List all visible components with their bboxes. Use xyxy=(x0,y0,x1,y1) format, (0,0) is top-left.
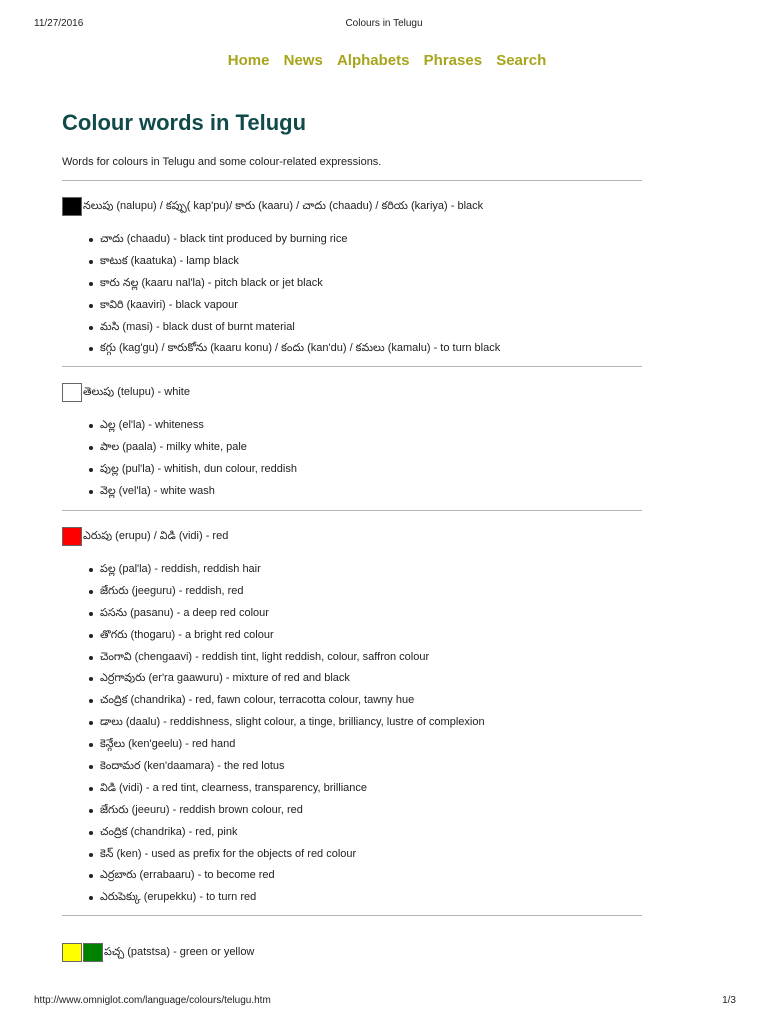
page-intro: Words for colours in Telugu and some colour-related expressions. xyxy=(62,156,382,168)
list-item: కెన్గేలు (ken'geelu) - red hand xyxy=(62,734,662,756)
list-item: కారు నల్ల (kaaru nal'la) - pitch black or jet black xyxy=(62,273,662,295)
color-swatch-black xyxy=(62,197,82,216)
list-item: కాటుక (kaatuka) - lamp black xyxy=(62,251,662,273)
list-item: ఎల్ల (el'la) - whiteness xyxy=(62,415,662,437)
list-item: కెన్ (ken) - used as prefix for the objects of red colour xyxy=(62,844,662,866)
divider xyxy=(62,510,642,511)
list-item: కగ్గు (kag'gu) / కారుకోను (kaaru konu) / కందు (kan'du) / కమలు (kamalu) - to turn black xyxy=(62,338,662,360)
section-black-list xyxy=(62,229,662,360)
print-header xyxy=(0,18,768,32)
list-item: చాదు (chaadu) - black tint produced by burning rice xyxy=(62,229,662,251)
list-item: ఎరుపెక్కు (erupekku) - to turn red xyxy=(62,887,662,909)
print-title: Colours in Telugu xyxy=(345,18,423,29)
list-item: చంద్రిక (chandrika) - red, pink xyxy=(62,822,662,844)
list-item: చెంగావి (chengaavi) - reddish tint, light reddish, colour, saffron colour xyxy=(62,647,662,669)
section-heading-text: ఎరుపు (erupu) / విడి (vidi) - red xyxy=(83,530,229,542)
section-white-heading xyxy=(62,382,190,403)
list-item: ఎర్రబారు (errabaaru) - to become red xyxy=(62,865,662,887)
section-green-yellow-heading xyxy=(62,942,254,963)
section-heading-text: తెలుపు (telupu) - white xyxy=(83,386,190,398)
list-item: వెల్ల (vel'la) - white wash xyxy=(62,481,662,503)
nav-news-link[interactable]: News xyxy=(283,52,323,69)
print-url: http://www.omniglot.com/language/colours/telugu.htm xyxy=(34,995,271,1006)
list-item: తొగరు (thogaru) - a bright red colour xyxy=(62,625,662,647)
nav-home-link[interactable]: Home xyxy=(227,52,270,69)
list-item: పసను (pasanu) - a deep red colour xyxy=(62,603,662,625)
list-item: ఎర్రగావురు (er'ra gaawuru) - mixture of red and black xyxy=(62,668,662,690)
list-item: పల్ల (pal'la) - reddish, reddish hair xyxy=(62,559,662,581)
list-item: మసి (masi) - black dust of burnt material xyxy=(62,317,662,339)
print-date: 11/27/2016 xyxy=(34,18,84,29)
list-item: విడి (vidi) - a red tint, clearness, transparency, brilliance xyxy=(62,778,662,800)
list-item: పాల (paala) - milky white, pale xyxy=(62,437,662,459)
list-item: చంద్రిక (chandrika) - red, fawn colour, terracotta colour, tawny hue xyxy=(62,690,662,712)
color-swatch-red xyxy=(62,527,82,546)
color-swatch-green xyxy=(83,943,103,962)
color-swatch-white xyxy=(62,383,82,402)
list-item: డాలు (daalu) - reddishness, slight colour, a tinge, brilliancy, lustre of complexion xyxy=(62,712,662,734)
section-red-heading xyxy=(62,526,228,547)
divider xyxy=(62,180,642,181)
page-title: Colour words in Telugu xyxy=(62,110,307,135)
section-heading-text: నలుపు (nalupu) / కప్పు( kap'pu)/ కారు (kaaru) / చాదు (chaadu) / కరియ (kariya) - black xyxy=(83,200,484,212)
color-swatch-yellow xyxy=(62,943,82,962)
list-item: కావిరి (kaaviri) - black vapour xyxy=(62,295,662,317)
section-heading-text: పచ్చ (patstsa) - green or yellow xyxy=(104,946,255,958)
divider xyxy=(62,366,642,367)
section-red-list xyxy=(62,559,662,909)
list-item: పుల్ల (pul'la) - whitish, dun colour, reddish xyxy=(62,459,662,481)
section-white-list xyxy=(62,415,662,503)
nav-phrases-link[interactable]: Phrases xyxy=(423,52,483,69)
page-number: 1/3 xyxy=(722,995,736,1006)
divider xyxy=(62,915,642,916)
section-black-heading xyxy=(62,196,483,217)
nav-search-link[interactable]: Search xyxy=(496,52,547,69)
list-item: జేగురు (jeeguru) - reddish, red xyxy=(62,581,662,603)
nav-alphabets-link[interactable]: Alphabets xyxy=(336,52,410,69)
top-nav xyxy=(0,52,768,69)
list-item: కెందామర (ken'daamara) - the red lotus xyxy=(62,756,662,778)
list-item: జేగురు (jeeuru) - reddish brown colour, red xyxy=(62,800,662,822)
